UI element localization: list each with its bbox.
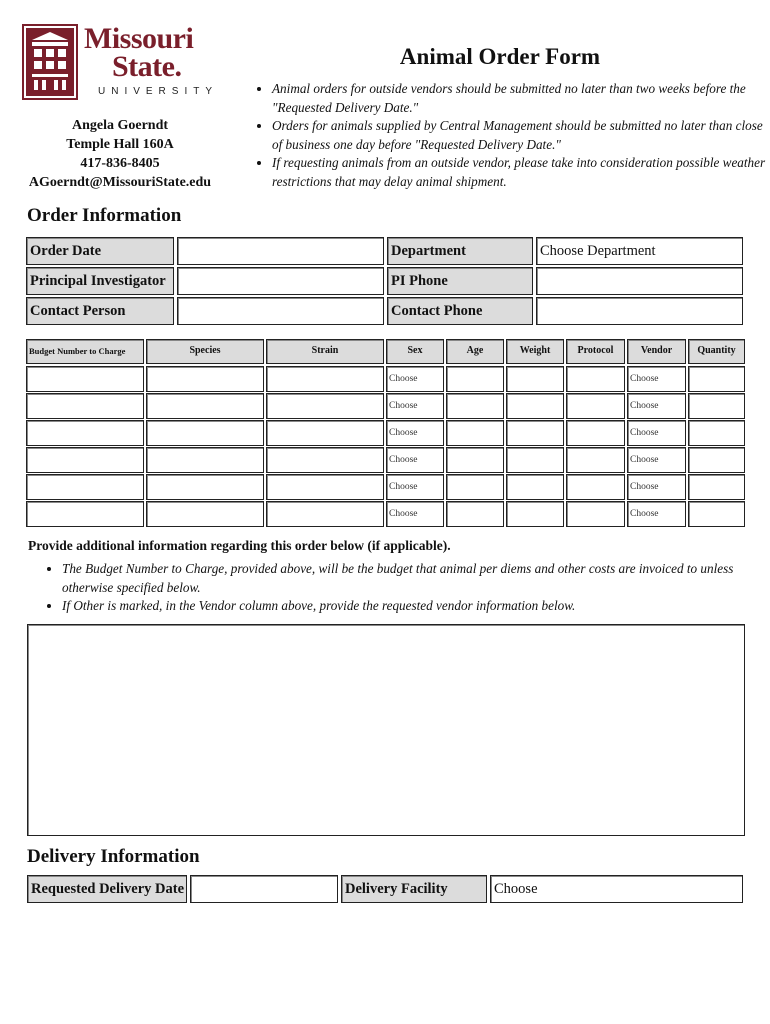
cell-sex[interactable]: Choose [386,420,444,446]
cell-age[interactable] [446,474,504,500]
department-label: Department [387,237,533,265]
cell-sex[interactable]: Choose [386,474,444,500]
cell-species[interactable] [146,474,264,500]
cell-strain[interactable] [266,393,384,419]
additional-info-item: • The Budget Number to Charge, provided above, will be the budget that animal per diems and other costs are invoiced to unless otherwise specified below. [62,560,770,597]
col-header-strain: Strain [266,339,384,364]
cell-sex[interactable]: Choose [386,366,444,392]
cell-age[interactable] [446,366,504,392]
contact-name: Angela Goerndt [71,118,169,133]
logo-missouri: Missouri [84,22,194,55]
instruction-item: • If requesting animals from an outside vendor, please take into consideration possible weather restrictions that may delay animal shipment. [272,154,767,191]
contact-person-label: Contact Person [26,297,174,325]
delivery-facility-select[interactable]: Choose [490,875,743,903]
cell-quantity[interactable] [688,366,745,392]
cell-strain[interactable] [266,420,384,446]
pi-field[interactable] [177,267,384,295]
order-date-label: Order Date [26,237,174,265]
pi-phone-field[interactable] [536,267,743,295]
cell-budget[interactable] [26,474,144,500]
cell-protocol[interactable] [566,393,625,419]
cell-species[interactable] [146,501,264,527]
cell-protocol[interactable] [566,366,625,392]
cell-age[interactable] [446,393,504,419]
cell-vendor[interactable]: Choose [627,420,686,446]
cell-species[interactable] [146,393,264,419]
instruction-item: • Orders for animals supplied by Central Management should be submitted no later than close of business one day before "Requested Delivery Date." [272,117,767,154]
col-header-protocol: Protocol [566,339,625,364]
cell-weight[interactable] [506,420,564,446]
contact-phone-field[interactable] [536,297,743,325]
cell-quantity[interactable] [688,420,745,446]
seal-icon [22,24,78,100]
requested-delivery-label: Requested Delivery Date [27,875,187,903]
instruction-list [250,80,767,191]
cell-strain[interactable] [266,447,384,473]
cell-strain[interactable] [266,366,384,392]
instruction-item: • Animal orders for outside vendors should be submitted no later than two weeks before the "Requested Delivery Date." [272,80,767,117]
cell-quantity[interactable] [688,474,745,500]
contact-phone: 417-836-8405 [80,156,160,171]
cell-quantity[interactable] [688,501,745,527]
contact-office: Temple Hall 160A [66,137,174,152]
cell-budget[interactable] [26,366,144,392]
form-title: Animal Order Form [399,44,601,69]
cell-weight[interactable] [506,366,564,392]
cell-quantity[interactable] [688,447,745,473]
additional-info-list [20,560,770,616]
cell-budget[interactable] [26,447,144,473]
cell-quantity[interactable] [688,393,745,419]
delivery-facility-label: Delivery Facility [341,875,487,903]
order-date-field[interactable] [177,237,384,265]
department-select[interactable]: Choose Department [536,237,743,265]
cell-vendor[interactable]: Choose [627,366,686,392]
additional-info-item: • If Other is marked, in the Vendor column above, provide the requested vendor information below. [62,597,770,616]
col-header-weight: Weight [506,339,564,364]
cell-age[interactable] [446,447,504,473]
col-header-sex: Sex [386,339,444,364]
contact-block [20,116,220,192]
contact-person-field[interactable] [177,297,384,325]
cell-vendor[interactable]: Choose [627,447,686,473]
cell-protocol[interactable] [566,420,625,446]
cell-vendor[interactable]: Choose [627,474,686,500]
cell-protocol[interactable] [566,447,625,473]
pi-phone-label: PI Phone [387,267,533,295]
order-info-heading: Order Information [27,205,182,226]
cell-protocol[interactable] [566,501,625,527]
logo-state: State. [112,50,182,83]
cell-sex[interactable]: Choose [386,447,444,473]
cell-sex[interactable]: Choose [386,393,444,419]
col-header-budget: Budget Number to Charge [26,339,144,364]
col-header-species: Species [146,339,264,364]
additional-info-textarea[interactable] [27,624,745,836]
cell-vendor[interactable]: Choose [627,501,686,527]
requested-delivery-field[interactable] [190,875,338,903]
cell-species[interactable] [146,366,264,392]
col-header-vendor: Vendor [627,339,686,364]
cell-budget[interactable] [26,501,144,527]
contact-phone-label: Contact Phone [387,297,533,325]
cell-protocol[interactable] [566,474,625,500]
cell-species[interactable] [146,447,264,473]
cell-vendor[interactable]: Choose [627,393,686,419]
pi-label: Principal Investigator [26,267,174,295]
logo-university: UNIVERSITY [98,86,219,97]
university-logo [22,24,222,104]
cell-species[interactable] [146,420,264,446]
cell-strain[interactable] [266,501,384,527]
cell-budget[interactable] [26,420,144,446]
cell-sex[interactable]: Choose [386,501,444,527]
contact-email: AGoerndt@MissouriState.edu [28,175,212,190]
cell-strain[interactable] [266,474,384,500]
additional-info-heading: Provide additional information regarding this order below (if applicable). [28,538,451,553]
cell-weight[interactable] [506,501,564,527]
cell-weight[interactable] [506,474,564,500]
col-header-quantity: Quantity [688,339,745,364]
cell-age[interactable] [446,420,504,446]
cell-age[interactable] [446,501,504,527]
cell-budget[interactable] [26,393,144,419]
col-header-age: Age [446,339,504,364]
delivery-info-heading: Delivery Information [27,846,200,867]
cell-weight[interactable] [506,447,564,473]
cell-weight[interactable] [506,393,564,419]
